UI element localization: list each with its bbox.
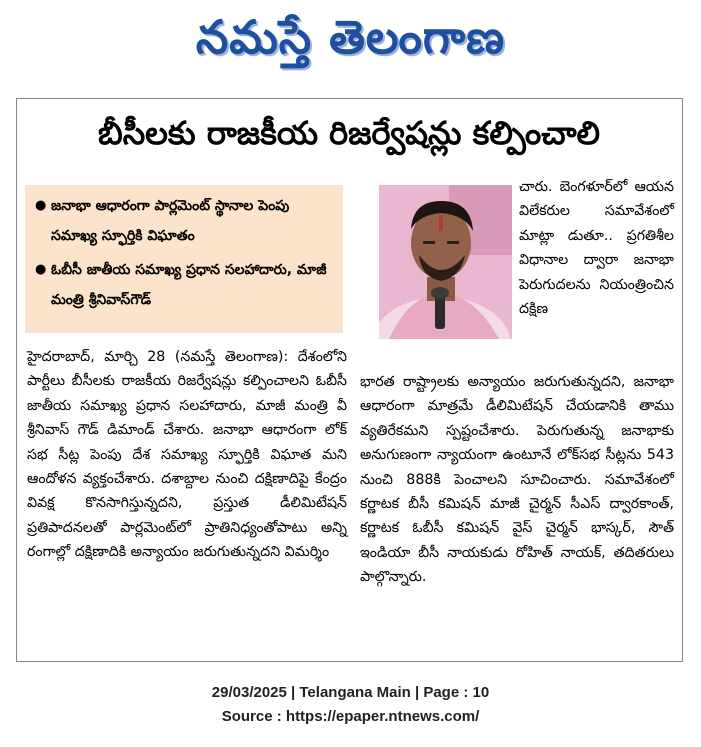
newspaper-masthead bbox=[0, 4, 701, 70]
highlight-text: ఓబీసీ జాతీయ సమాఖ్య ప్రధాన సలహాదారు, మాజీ మంత్రి శ్రీనివాస్‌గౌడ్ bbox=[51, 262, 327, 308]
article-body-right-top: చారు. బెంగళూర్‌లో ఆయన విలేకరుల సమావేశంలో మాట్లా డుతూ.. ప్రగతిశీల విధానాల ద్వారా జనాభా పెరుగుదలను నియంత్రించిన దక్షిణ bbox=[519, 179, 674, 318]
clipping-source-link: Source : https://epaper.ntnews.com/ bbox=[221, 708, 480, 725]
masthead-title: నమస్తే తెలంగాణ bbox=[195, 10, 506, 64]
article-photo bbox=[379, 185, 512, 339]
highlight-item bbox=[35, 255, 337, 315]
clipping-date-page: 29/03/2025 | Telangana Main | Page : 10 bbox=[211, 684, 490, 701]
bullet-icon: ● bbox=[35, 262, 47, 277]
highlight-item bbox=[35, 191, 337, 251]
highlights-box bbox=[25, 185, 343, 333]
highlight-text: జనాభా ఆధారంగా పార్లమెంట్ స్థానాల పెంపు సమాఖ్య స్ఫూర్తికి విఘాతం bbox=[51, 198, 290, 244]
article-body-right: భారత రాష్ట్రాలకు అన్యాయం జరుగుతున్నదని, జనాభా ఆధారంగా మాత్రమే డీలిమిటేషన్ చేయడానికి తాము వ్యతిరేకమని స్పష్టంచేశారు. పెరుగుతున్న జనాభాకు అనుగుణంగా న్యాయంగా ఉంటూనే లోక్‌సభ సీట్లను 543 నుంచి 888కి పెంచాలని సూచించారు. సమావేశంలో కర్ణాటక బీసీ కమిషన్ మాజీ చైర్మన్ సీఎస్ ద్వారకాంత్, కర్ణాటక ఓబీసీ కమిషన్ వైస్ చైర్మన్ భాస్కర్, సౌత్ ఇండియా బీసీ నాయకుడు రోహిత్ నాయక్, తదితరులు పాల్గొన్నారు. bbox=[360, 374, 674, 586]
portrait-image bbox=[379, 185, 512, 339]
article-headline: బీసీలకు రాజకీయ రిజర్వేషన్లు కల్పించాలి bbox=[98, 114, 600, 152]
article-body-left: హైదరాబాద్, మార్చి 28 (నమస్తే తెలంగాణ): దేశంలోని పార్టీలు బీసీలకు రాజకీయ రిజర్వేషన్లు కల్పించాలని ఓబీసీ జాతీయ సమాఖ్య ప్రధాన సలహాదారు, మాజీ మంత్రి వీ శ్రీనివాస్ గౌడ్ డిమాండ్ చేశారు. జనాభా ఆధారంగా లోక్ సభ సీట్ల పెంపు దేశ సమాఖ్య స్ఫూర్తికి విఘాత మని ఆందోళన వ్యక్తంచేశారు. దశాబ్దాల నుంచి దక్షిణాదిపై కేంద్రం వివక్ష కొనసాగిస్తున్నదని, ప్రస్తుత డీలిమిటేషన్ ప్రతిపాదనలతో పార్లమెంట్‌లో ప్రాతినిధ్యంతోపాటు అన్ని రంగాల్లో దక్షిణాదికి అన్యాయం జరుగుతున్నదని విమర్శిం bbox=[27, 349, 347, 561]
bullet-icon: ● bbox=[35, 198, 47, 213]
news-clipping bbox=[16, 98, 683, 662]
